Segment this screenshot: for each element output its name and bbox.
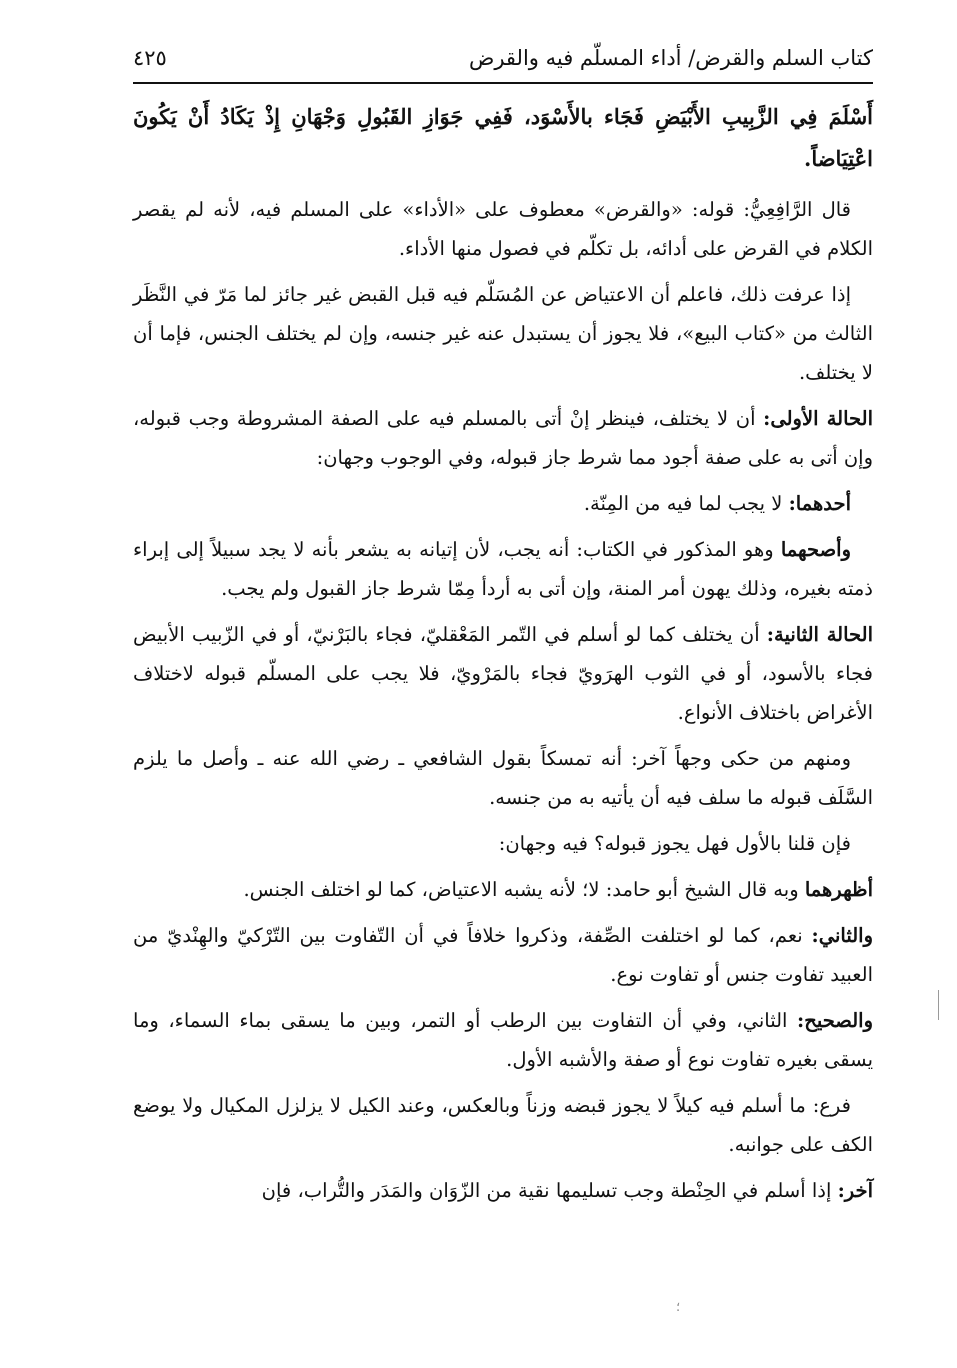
running-header (133, 36, 873, 80)
paragraph-keyword: آخر: (837, 1179, 873, 1202)
paragraph-second-case (133, 615, 873, 732)
paragraph-commentary-intro (133, 190, 873, 268)
paragraph-second-view (133, 916, 873, 994)
paragraph-text: فإن قلنا بالأول فهل يجوز قبوله؟ فيه وجهان: (498, 832, 851, 855)
paragraph-text: الثاني، وفي أن التفاوت بين الرطب أو التمر، وبين ما يسقى بماء السماء، وما يسقى بغيره تفاوت نوع أو صفة والأشبه الأول. (133, 1009, 873, 1071)
paragraph-text: وهو المذكور في الكتاب: أنه يجب، لأن إتيانه به يشعر بأنه لا يجد سبيلاً إلى إبراء ذمته بغيره، وذلك يهون أمر المنة، وإن أتى به أردأ مِمّا شرط جاز القبول ولم يجب. (133, 538, 873, 600)
paragraph-text: أن يختلف كما لو أسلم في التّمر المَعْقليّ، فجاء بالبَرْنيّ، أو في الزّبيب الأبيض فجاء بالأسود، أو في الثوب الهرَويّ فجاء بالمَرْويّ، فلا يجب على المسلّم قبوله لاختلاف الأغراض باختلاف الأنواع. (133, 623, 873, 724)
verse-text: أَسْلَمَ فِي الزَّبِيبِ الأَبْيَضِ فَجَاء بالأَسْوَد، فَفِي جَوَازِ القَبُولِ وَجْهَانِ إِذْ يَكَادُ أَنْ يَكُونَ اعْتِيَاضاً. (133, 104, 873, 171)
paragraph-sound-view (133, 530, 873, 608)
paragraph-keyword: أحدهما: (788, 492, 851, 515)
paragraph-text: نعم، كما لو اختلفت الصِّفة، وذكروا خلافاً في أن التّفاوت بين التّرْكيّ والهِنْديّ من العبيد تفاوت جنس أو تفاوت نوع. (133, 924, 873, 986)
paragraph-keyword: وأصحهما (780, 538, 851, 561)
paragraph-text: إذا عرفت ذلك، فاعلم أن الاعتياض عن المُسَلّم فيه قبل القبض غير جائز لما مَرّ في النَّظَر الثالث من «كتاب البيع»، فلا يجوز أن يستبدل عنه غير جنسه، وإن لم يختلف الجنس، فإما أن لا يختلف. (133, 283, 873, 384)
page-number: ٤٢٥ (133, 46, 167, 70)
paragraph-keyword: والصحيح: (797, 1009, 873, 1032)
footer-mark: ؛ (676, 1300, 681, 1315)
paragraph-first-case (133, 399, 873, 477)
paragraph-keyword: الحالة الأولى: (763, 407, 873, 430)
paragraph-text: قال الرَّافِعِيُّ: قوله: «والقرض» معطوف على «الأداء» على المسلم فيه، لأنه لم يقصر الكلام في القرض على أدائه، بل تكلّم في فصول منها الأداء. (133, 198, 873, 260)
paragraph-text: ومنهم من حكى وجهاً آخر: أنه تمسكاً بقول الشافعي ـ رضي الله عنه ـ وأصل ما يلزم السَّلَف قبوله ما سلف فيه أن يأتيه به من جنسه. (133, 747, 873, 809)
paragraph-text: إذا أسلم في الحِنْطة وجب تسليمها نقية من الزّوَان والمَدَر والتُّراب، فإن (261, 1179, 838, 1202)
paragraph-keyword: والثاني: (811, 924, 873, 947)
paragraph-keyword: الحالة الثانية: (766, 623, 873, 646)
verse-paragraph (133, 96, 873, 180)
paragraph-exchange-rule (133, 275, 873, 392)
header-rule (133, 82, 873, 84)
paragraph-text: لا يجب لما فيه من المِنّة. (583, 492, 789, 515)
paragraph-text: وبه قال الشيخ أبو حامد: لا؛ لأنه يشبه الاعتياض، كما لو اختلف الجنس. (243, 878, 805, 901)
paragraph-correct-view (133, 1001, 873, 1079)
paragraph-other-view (133, 739, 873, 817)
paragraph-keyword: أظهرهما (804, 878, 873, 901)
page-body (133, 96, 873, 1217)
margin-scan-mark (938, 990, 939, 1020)
paragraph-branch (133, 1086, 873, 1164)
header-title: كتاب السلم والقرض/ أداء المسلّم فيه والقرض (468, 46, 873, 70)
paragraph-text: أن لا يختلف، فينظر إنْ أتى بالمسلم فيه على الصفة المشروطة وجب قبوله، وإن أتى به على صفة أجود مما شرط جاز قبوله، وفي الوجوب وجهان: (133, 407, 873, 469)
paragraph-another (133, 1171, 873, 1210)
paragraph-question (133, 824, 873, 863)
paragraph-first-view (133, 484, 873, 523)
paragraph-clearer-view (133, 870, 873, 909)
paragraph-text: فرع: ما أسلم فيه كيلاً لا يجوز قبضه وزناً وبالعكس، وعند الكيل لا يزلزل المكيال ولا يوضع الكف على جوانبه. (133, 1094, 873, 1156)
